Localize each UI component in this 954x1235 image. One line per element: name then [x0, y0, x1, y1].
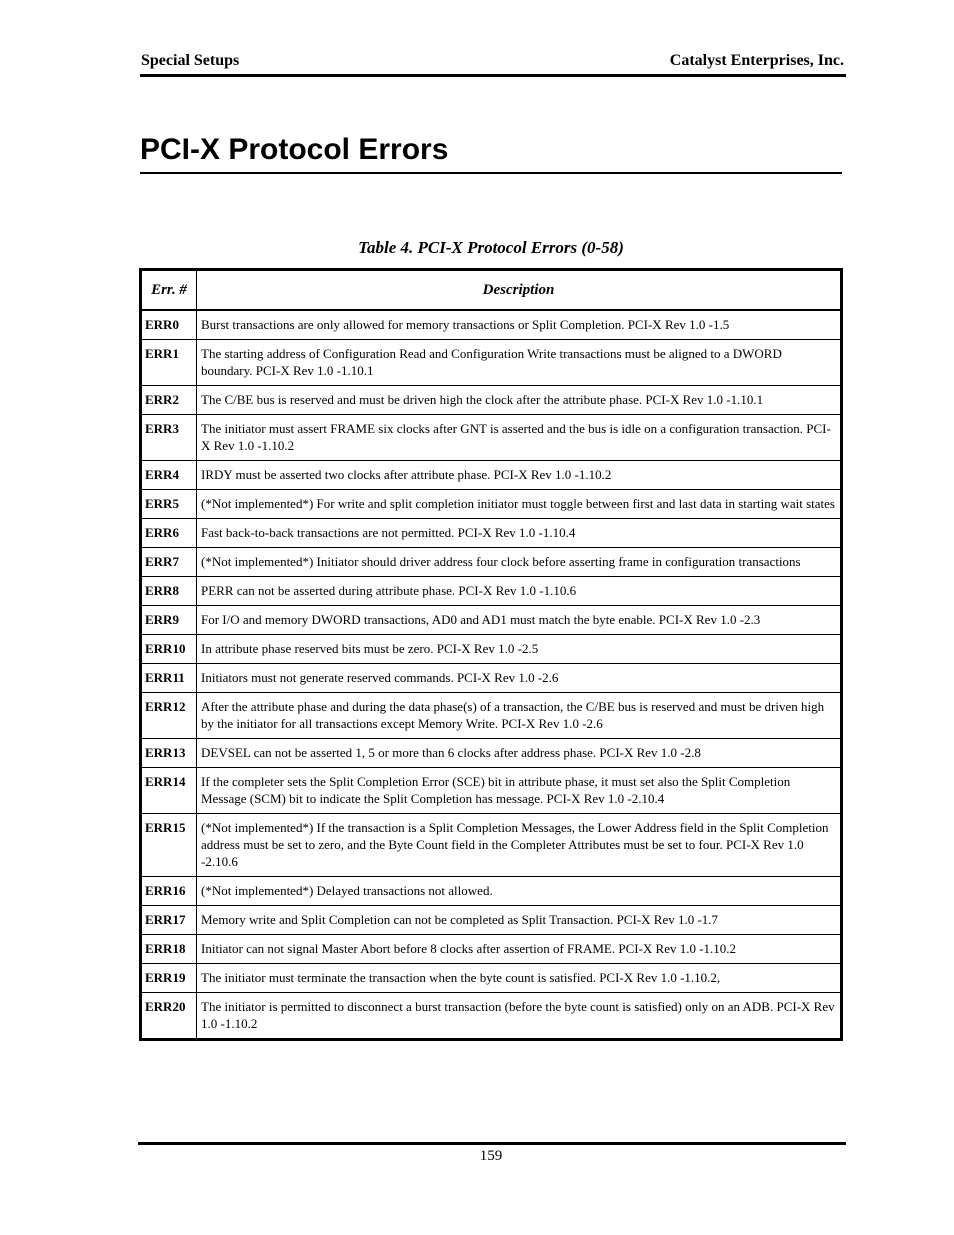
- error-code-cell: ERR8: [141, 577, 197, 606]
- table-caption: Table 4. PCI-X Protocol Errors (0-58): [358, 238, 624, 257]
- error-code-cell: ERR18: [141, 935, 197, 964]
- error-description-cell: Fast back-to-back transactions are not permitted. PCI-X Rev 1.0 -1.10.4: [197, 519, 842, 548]
- error-code-cell: ERR1: [141, 340, 197, 386]
- table-row: [141, 664, 842, 693]
- error-description-cell: In attribute phase reserved bits must be zero. PCI-X Rev 1.0 -2.5: [197, 635, 842, 664]
- error-code-cell: ERR4: [141, 461, 197, 490]
- table-row: [141, 606, 842, 635]
- table-header-row: [141, 270, 842, 311]
- error-code-cell: ERR12: [141, 693, 197, 739]
- error-description-cell: PERR can not be asserted during attribute phase. PCI-X Rev 1.0 -1.10.6: [197, 577, 842, 606]
- error-code-cell: ERR5: [141, 490, 197, 519]
- error-description-cell: DEVSEL can not be asserted 1, 5 or more than 6 clocks after address phase. PCI-X Rev 1.0 -2.8: [197, 739, 842, 768]
- header-company-name: Catalyst Enterprises, Inc.: [669, 52, 844, 69]
- error-description-cell: After the attribute phase and during the data phase(s) of a transaction, the C/BE bus is reserved and must be driven high by the initiator for all transactions except Memory Write. PCI-X Rev 1.0 -2.6: [197, 693, 842, 739]
- error-code-cell: ERR17: [141, 906, 197, 935]
- error-description-cell: (*Not implemented*) For write and split completion initiator must toggle between first and last data in starting wait states: [197, 490, 842, 519]
- error-description-cell: The initiator must assert FRAME six clocks after GNT is asserted and the bus is idle on a configuration transaction. PCI-X Rev 1.0 -1.10.2: [197, 415, 842, 461]
- error-description-cell: The starting address of Configuration Read and Configuration Write transactions must be aligned to a DWORD boundary. PCI-X Rev 1.0 -1.10.1: [197, 340, 842, 386]
- table-row: [141, 877, 842, 906]
- error-description-cell: Burst transactions are only allowed for memory transactions or Split Completion. PCI-X Rev 1.0 -1.5: [197, 310, 842, 340]
- table-row: [141, 635, 842, 664]
- error-description-cell: The initiator must terminate the transaction when the byte count is satisfied. PCI-X Rev 1.0 -1.10.2,: [197, 964, 842, 993]
- error-description-cell: (*Not implemented*) Initiator should driver address four clock before asserting frame in configuration transactions: [197, 548, 842, 577]
- header-section-title: Special Setups: [141, 52, 240, 69]
- error-description-cell: Initiators must not generate reserved commands. PCI-X Rev 1.0 -2.6: [197, 664, 842, 693]
- page-number: 159: [479, 1148, 503, 1164]
- table-row: [141, 693, 842, 739]
- error-code-cell: ERR14: [141, 768, 197, 814]
- table-row: [141, 519, 842, 548]
- footer-rule: [138, 1142, 846, 1145]
- error-description-cell: (*Not implemented*) Delayed transactions not allowed.: [197, 877, 842, 906]
- error-description-cell: The initiator is permitted to disconnect a burst transaction (before the byte count is satisfied) only on an ADB. PCI-X Rev 1.0 -1.10.2: [197, 993, 842, 1040]
- table-row: [141, 739, 842, 768]
- table-row: [141, 490, 842, 519]
- page-title: PCI-X Protocol Errors: [140, 132, 842, 174]
- error-code-cell: ERR2: [141, 386, 197, 415]
- table-row: [141, 964, 842, 993]
- table-row: [141, 906, 842, 935]
- error-table: [139, 268, 843, 1041]
- error-description-cell: IRDY must be asserted two clocks after attribute phase. PCI-X Rev 1.0 -1.10.2: [197, 461, 842, 490]
- error-code-cell: ERR11: [141, 664, 197, 693]
- table-row: [141, 993, 842, 1040]
- error-code-cell: ERR19: [141, 964, 197, 993]
- error-code-cell: ERR0: [141, 310, 197, 340]
- table-row: [141, 461, 842, 490]
- error-code-cell: ERR7: [141, 548, 197, 577]
- error-description-cell: If the completer sets the Split Completion Error (SCE) bit in attribute phase, it must set also the Split Completion Message (SCM) bit to indicate the Split Completion has message. PCI-X Rev 1.0 -2.10.4: [197, 768, 842, 814]
- error-description-cell: For I/O and memory DWORD transactions, AD0 and AD1 must match the byte enable. PCI-X Rev 1.0 -2.3: [197, 606, 842, 635]
- table-row: [141, 415, 842, 461]
- column-header-err-number: Err. #: [141, 270, 197, 311]
- table-row: [141, 935, 842, 964]
- error-code-cell: ERR3: [141, 415, 197, 461]
- error-description-cell: Initiator can not signal Master Abort before 8 clocks after assertion of FRAME. PCI-X Rev 1.0 -1.10.2: [197, 935, 842, 964]
- error-description-cell: (*Not implemented*) If the transaction is a Split Completion Messages, the Lower Address field in the Split Completion address must be set to zero, and the Byte Count field in the Completer Attributes must be set to four. PCI-X Rev 1.0 -2.10.6: [197, 814, 842, 877]
- table-row: [141, 768, 842, 814]
- table-row: [141, 386, 842, 415]
- error-code-cell: ERR13: [141, 739, 197, 768]
- table-row: [141, 814, 842, 877]
- error-code-cell: ERR6: [141, 519, 197, 548]
- error-description-cell: Memory write and Split Completion can not be completed as Split Transaction. PCI-X Rev 1.0 -1.7: [197, 906, 842, 935]
- error-code-cell: ERR9: [141, 606, 197, 635]
- error-code-cell: ERR15: [141, 814, 197, 877]
- table-row: [141, 340, 842, 386]
- error-code-cell: ERR20: [141, 993, 197, 1040]
- table-row: [141, 548, 842, 577]
- error-code-cell: ERR10: [141, 635, 197, 664]
- table-row: [141, 310, 842, 340]
- error-description-cell: The C/BE bus is reserved and must be driven high the clock after the attribute phase. PCI-X Rev 1.0 -1.10.1: [197, 386, 842, 415]
- error-code-cell: ERR16: [141, 877, 197, 906]
- page-header: [140, 52, 846, 77]
- column-header-description: Description: [197, 270, 842, 311]
- table-row: [141, 577, 842, 606]
- error-table-body: [141, 310, 842, 1040]
